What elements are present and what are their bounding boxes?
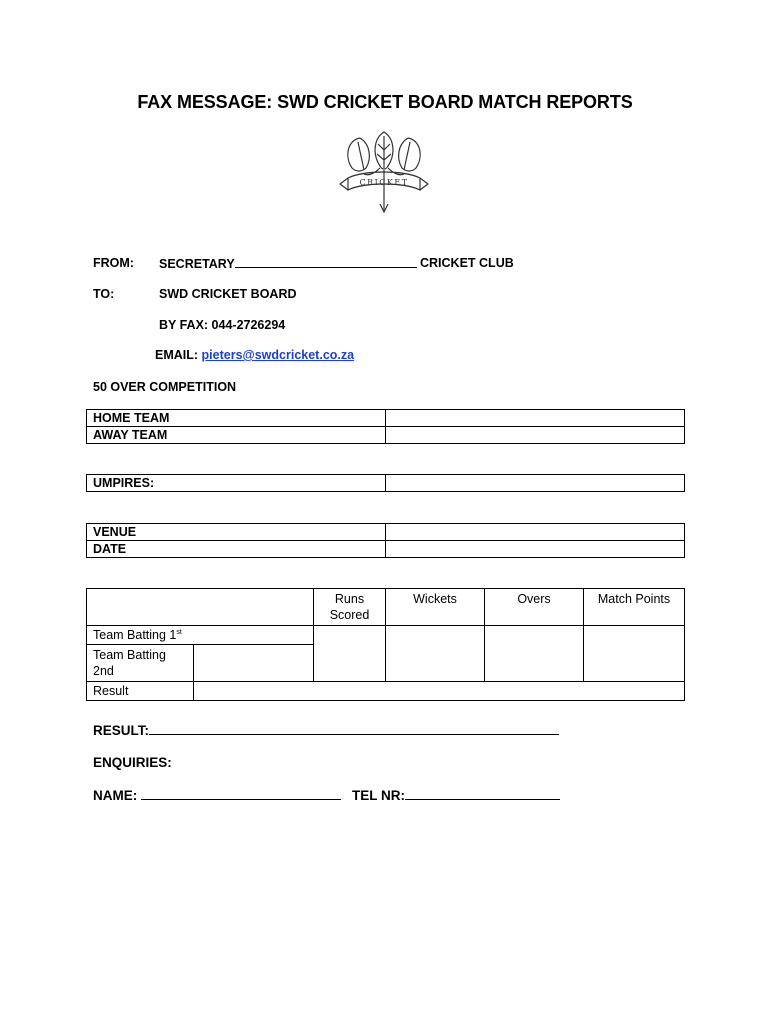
home-team-label: HOME TEAM	[87, 410, 386, 427]
team-batting-second-blank	[194, 645, 314, 682]
from-label: FROM:	[93, 256, 134, 270]
result-row-input[interactable]	[194, 682, 685, 701]
cricket-club-label: CRICKET CLUB	[420, 256, 514, 270]
home-team-input[interactable]	[386, 410, 685, 427]
match-points-header: Match Points	[584, 589, 685, 626]
name-label: NAME:	[93, 788, 138, 803]
tel-blank-line[interactable]	[405, 788, 560, 800]
umpires-table	[86, 474, 685, 492]
score-table	[86, 588, 685, 701]
email-link[interactable]: pieters@swdcricket.co.za	[201, 348, 355, 362]
name-line	[93, 788, 341, 803]
date-label: DATE	[87, 541, 386, 558]
overs-cell[interactable]	[485, 626, 584, 682]
enquiries-label: ENQUIRIES:	[93, 755, 172, 770]
tel-label: TEL NR:	[352, 788, 405, 803]
email-label: EMAIL:	[155, 348, 199, 362]
secretary-label: SECRETARY	[159, 257, 235, 271]
umpires-label: UMPIRES:	[87, 475, 386, 492]
to-board: SWD CRICKET BOARD	[159, 287, 297, 301]
venue-table	[86, 523, 685, 558]
teams-table	[86, 409, 685, 444]
result-label: RESULT:	[93, 723, 149, 738]
score-header-blank	[87, 589, 314, 626]
match-points-cell[interactable]	[584, 626, 685, 682]
overs-header: Overs	[485, 589, 584, 626]
result-line	[93, 723, 559, 738]
runs-scored-header: Runs Scored	[314, 589, 386, 626]
ordinal-suffix: st	[176, 628, 182, 636]
venue-label: VENUE	[87, 524, 386, 541]
result-blank-line[interactable]	[149, 723, 559, 735]
to-label: TO:	[93, 287, 115, 301]
team-batting-second-label: Team Batting 2nd	[87, 645, 194, 682]
result-row-label: Result	[87, 682, 194, 701]
away-team-label: AWAY TEAM	[87, 427, 386, 444]
competition-title: 50 OVER COMPETITION	[93, 380, 237, 394]
umpires-input[interactable]	[386, 475, 685, 492]
team-batting-first-text: Team Batting 1	[93, 628, 177, 642]
secretary-blank-line[interactable]	[235, 256, 417, 268]
away-team-input[interactable]	[386, 427, 685, 444]
email-line	[155, 348, 354, 362]
runs-cell[interactable]	[314, 626, 386, 682]
wickets-header: Wickets	[386, 589, 485, 626]
wickets-cell[interactable]	[386, 626, 485, 682]
tel-line	[352, 788, 560, 803]
logo-ribbon-text: CRICKET	[359, 178, 409, 187]
team-batting-first-label	[87, 626, 314, 645]
date-input[interactable]	[386, 541, 685, 558]
fax-number: BY FAX: 044-2726294	[159, 318, 286, 332]
cricket-feathers-logo	[334, 124, 434, 224]
venue-input[interactable]	[386, 524, 685, 541]
page-title: FAX MESSAGE: SWD CRICKET BOARD MATCH REPORTS	[137, 92, 633, 112]
name-blank-line[interactable]	[141, 788, 341, 800]
from-secretary	[159, 256, 417, 271]
